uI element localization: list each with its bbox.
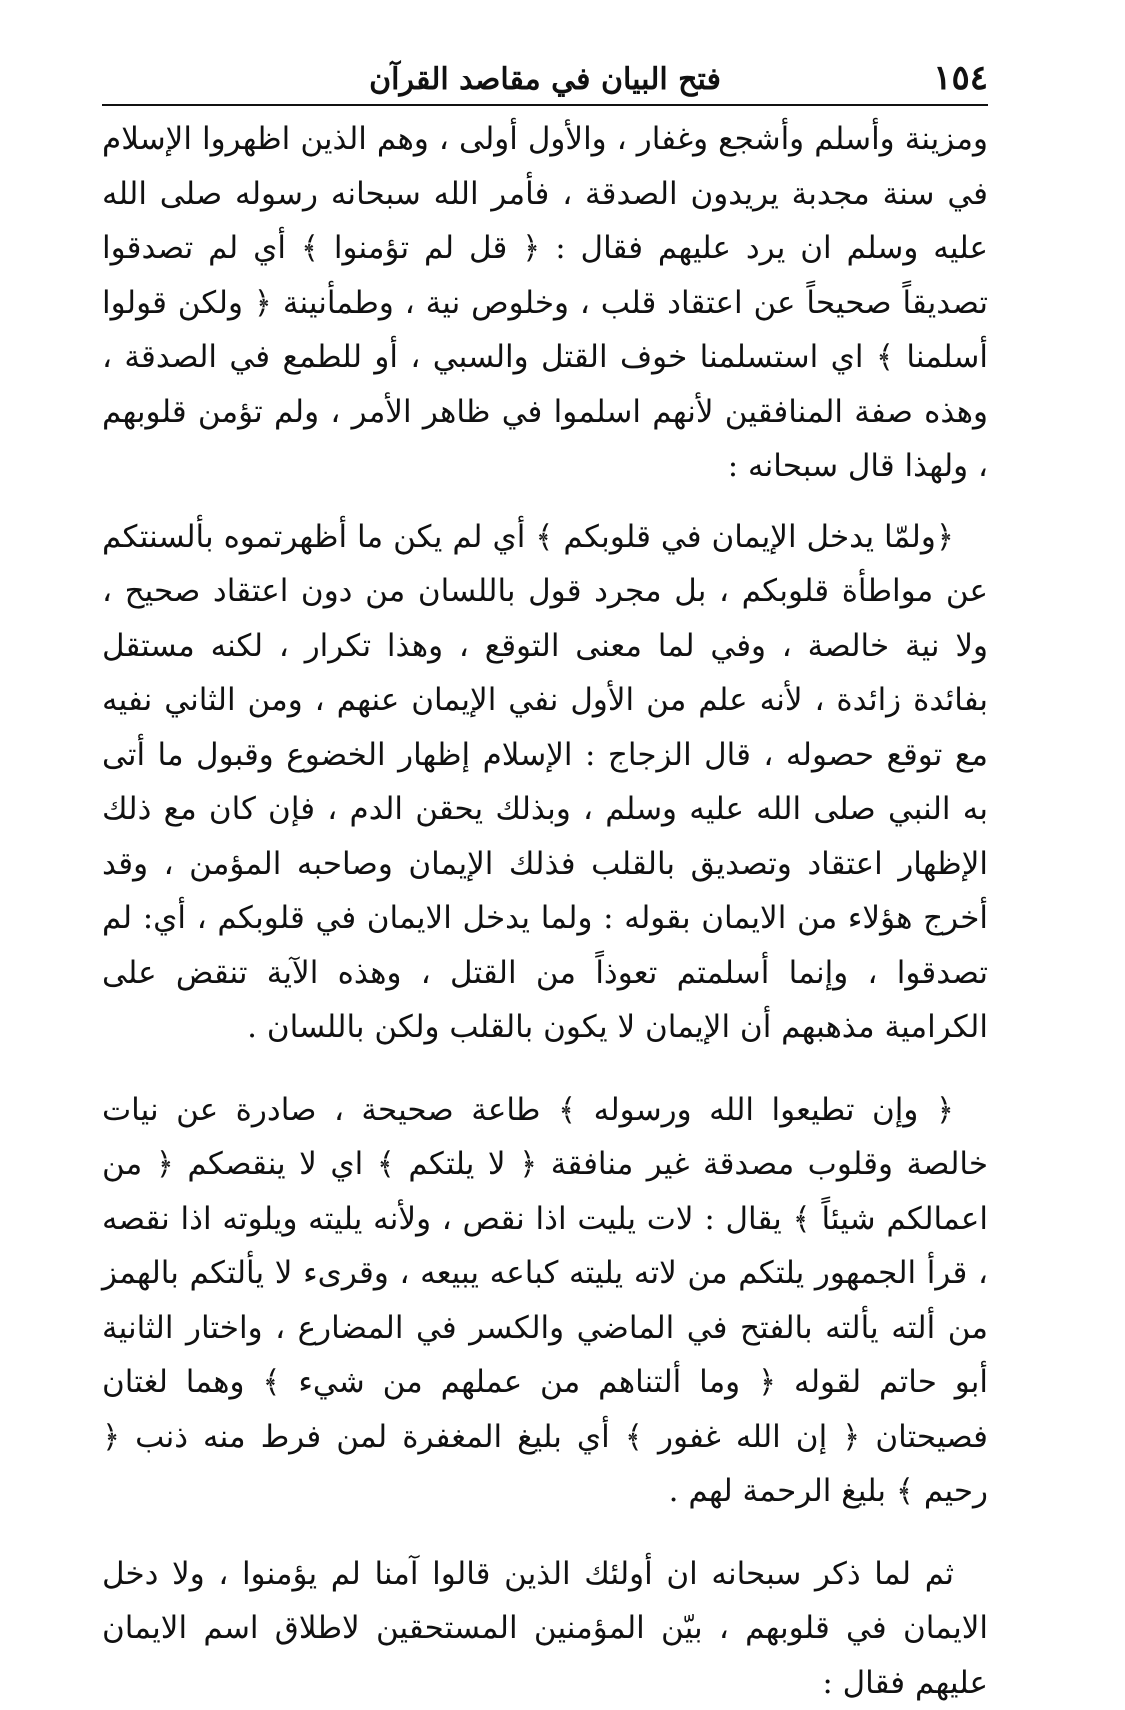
header-rule bbox=[102, 104, 988, 106]
paragraph: ثم لما ذكر سبحانه ان أولئك الذين قالوا آمنا لم يؤمنوا ، ولا دخل الايمان في قلوبهم ، بيّن المؤمنين المستحقين لاطلاق اسم الايمان عليهم فقال : bbox=[102, 1547, 988, 1710]
paragraph: ﴿ولمّا يدخل الإيمان في قلوبكم ﴾ أي لم يكن ما أظهرتموه بألسنتكم عن مواطأة قلوبكم ، بل مجرد قول باللسان من دون اعتقاد صحيح ، ولا نية خالصة ، وفي لما معنى التوقع ، وهذا تكرار ، لكنه مستقل بفائدة زائدة ، لأنه علم من الأول نفي الإيمان عنهم ، ومن الثاني نفيه مع توقع حصوله ، قال الزجاج : الإسلام إظهار الخضوع وقبول ما أتى به النبي صلى الله عليه وسلم ، وبذلك يحقن الدم ، فإن كان مع ذلك الإظهار اعتقاد وتصديق بالقلب فذلك الإيمان وصاحبه المؤمن ، وقد أخرج هؤلاء من الايمان بقوله : ولما يدخل الايمان في قلوبكم ، أي: لم تصدقوا ، وإنما أسلمتم تعوذاً من القتل ، وهذه الآية تنقض على الكرامية مذهبهم أن الإيمان لا يكون بالقلب ولكن باللسان . bbox=[102, 510, 988, 1055]
paragraph-gap bbox=[102, 1519, 988, 1547]
paragraph: ومزينة وأسلم وأشجع وغفار ، والأول أولى ، وهم الذين اظهروا الإسلام في سنة مجدبة يريدون الصدقة ، فأمر الله سبحانه رسوله صلى الله عليه وسلم ان يرد عليهم فقال : ﴿ قل لم تؤمنوا ﴾ أي لم تصدقوا تصديقاً صحيحاً عن اعتقاد قلب ، وخلوص نية ، وطمأنينة ﴿ ولكن قولوا أسلمنا ﴾ اي استسلمنا خوف القتل والسبي ، أو للطمع في الصدقة ، وهذه صفة المنافقين لأنهم اسلموا في ظاهر الأمر ، ولم تؤمن قلوبهم ، ولهذا قال سبحانه : bbox=[102, 112, 988, 494]
body-text bbox=[102, 112, 988, 1710]
paragraph-gap bbox=[102, 494, 988, 510]
page-number: ١٥٤ bbox=[933, 58, 988, 98]
paragraph: ﴿ وإن تطيعوا الله ورسوله ﴾ طاعة صحيحة ، صادرة عن نيات خالصة وقلوب مصدقة غير منافقة ﴿ لا يلتكم ﴾ اي لا ينقصكم ﴿ من اعمالكم شيئاً ﴾ يقال : لات يليت اذا نقص ، ولأنه يليته ويلوته اذا نقصه ، قرأ الجمهور يلتكم من لاته يليته كباعه يبيعه ، وقرىء لا يألتكم بالهمز من ألته يألته بالفتح في الماضي والكسر في المضارع ، واختار الثانية أبو حاتم لقوله ﴿ وما ألتناهم من عملهم من شيء ﴾ وهما لغتان فصيحتان ﴿ إن الله غفور ﴾ أي بليغ المغفرة لمن فرط منه ذنب ﴿ رحيم ﴾ بليغ الرحمة لهم . bbox=[102, 1083, 988, 1519]
running-title: فتح البيان في مقاصد القرآن bbox=[102, 60, 988, 100]
paragraph-gap bbox=[102, 1055, 988, 1083]
page-header bbox=[102, 52, 988, 102]
